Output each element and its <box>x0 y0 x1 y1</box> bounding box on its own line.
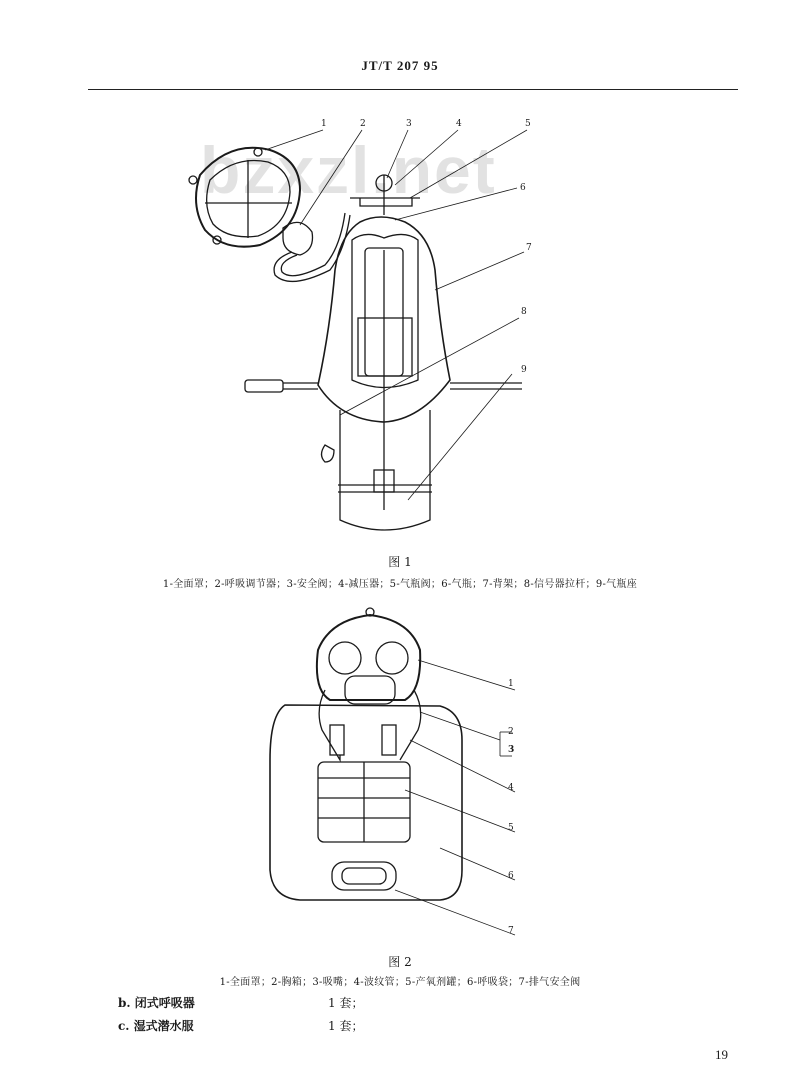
callout-label: 3 <box>508 745 515 755</box>
list-item-qty: 1 套； <box>328 1019 364 1033</box>
figure-1-title: 图 1 <box>388 555 412 569</box>
page-number: 19 <box>715 1047 728 1062</box>
callout-label: 4 <box>508 783 514 793</box>
list-item-label: c. 湿式潜水服 <box>118 1019 194 1033</box>
figure-1-caption: 1-全面罩；2-呼吸调节器；3-安全阀；4-减压器；5-气瓶阀；6-气瓶；7-背架；8-信号器拉杆；9-气瓶座 <box>162 579 638 590</box>
figure-2-title: 图 2 <box>388 955 412 969</box>
watermark: bzxzl.net <box>200 133 497 207</box>
callout-label: 1 <box>508 679 514 689</box>
figure-2-callouts <box>508 679 514 936</box>
callout-label: 3 <box>406 119 412 129</box>
callout-label: 7 <box>508 926 514 936</box>
callout-label: 6 <box>508 871 514 881</box>
running-header: JT/T 207 95 <box>361 58 439 73</box>
callout-label: 6 <box>520 183 526 193</box>
callout-label: 5 <box>508 823 514 833</box>
callout-label: 2 <box>360 119 366 129</box>
list-item-qty: 1 套； <box>328 996 364 1010</box>
figure-2-caption: 1-全面罩；2-胸箱；3-吸嘴；4-波纹管；5-产氧剂罐；6-呼吸袋；7-排气安全阀 <box>219 977 581 988</box>
callout-label: 5 <box>525 119 531 129</box>
callout-label: 9 <box>521 365 527 375</box>
callout-label: 4 <box>456 119 462 129</box>
callout-label: 2 <box>508 727 514 737</box>
callout-label: 1 <box>321 119 327 129</box>
callout-label: 7 <box>526 243 532 253</box>
callout-label: 8 <box>521 307 527 317</box>
list-item-label: b. 闭式呼吸器 <box>118 996 195 1010</box>
